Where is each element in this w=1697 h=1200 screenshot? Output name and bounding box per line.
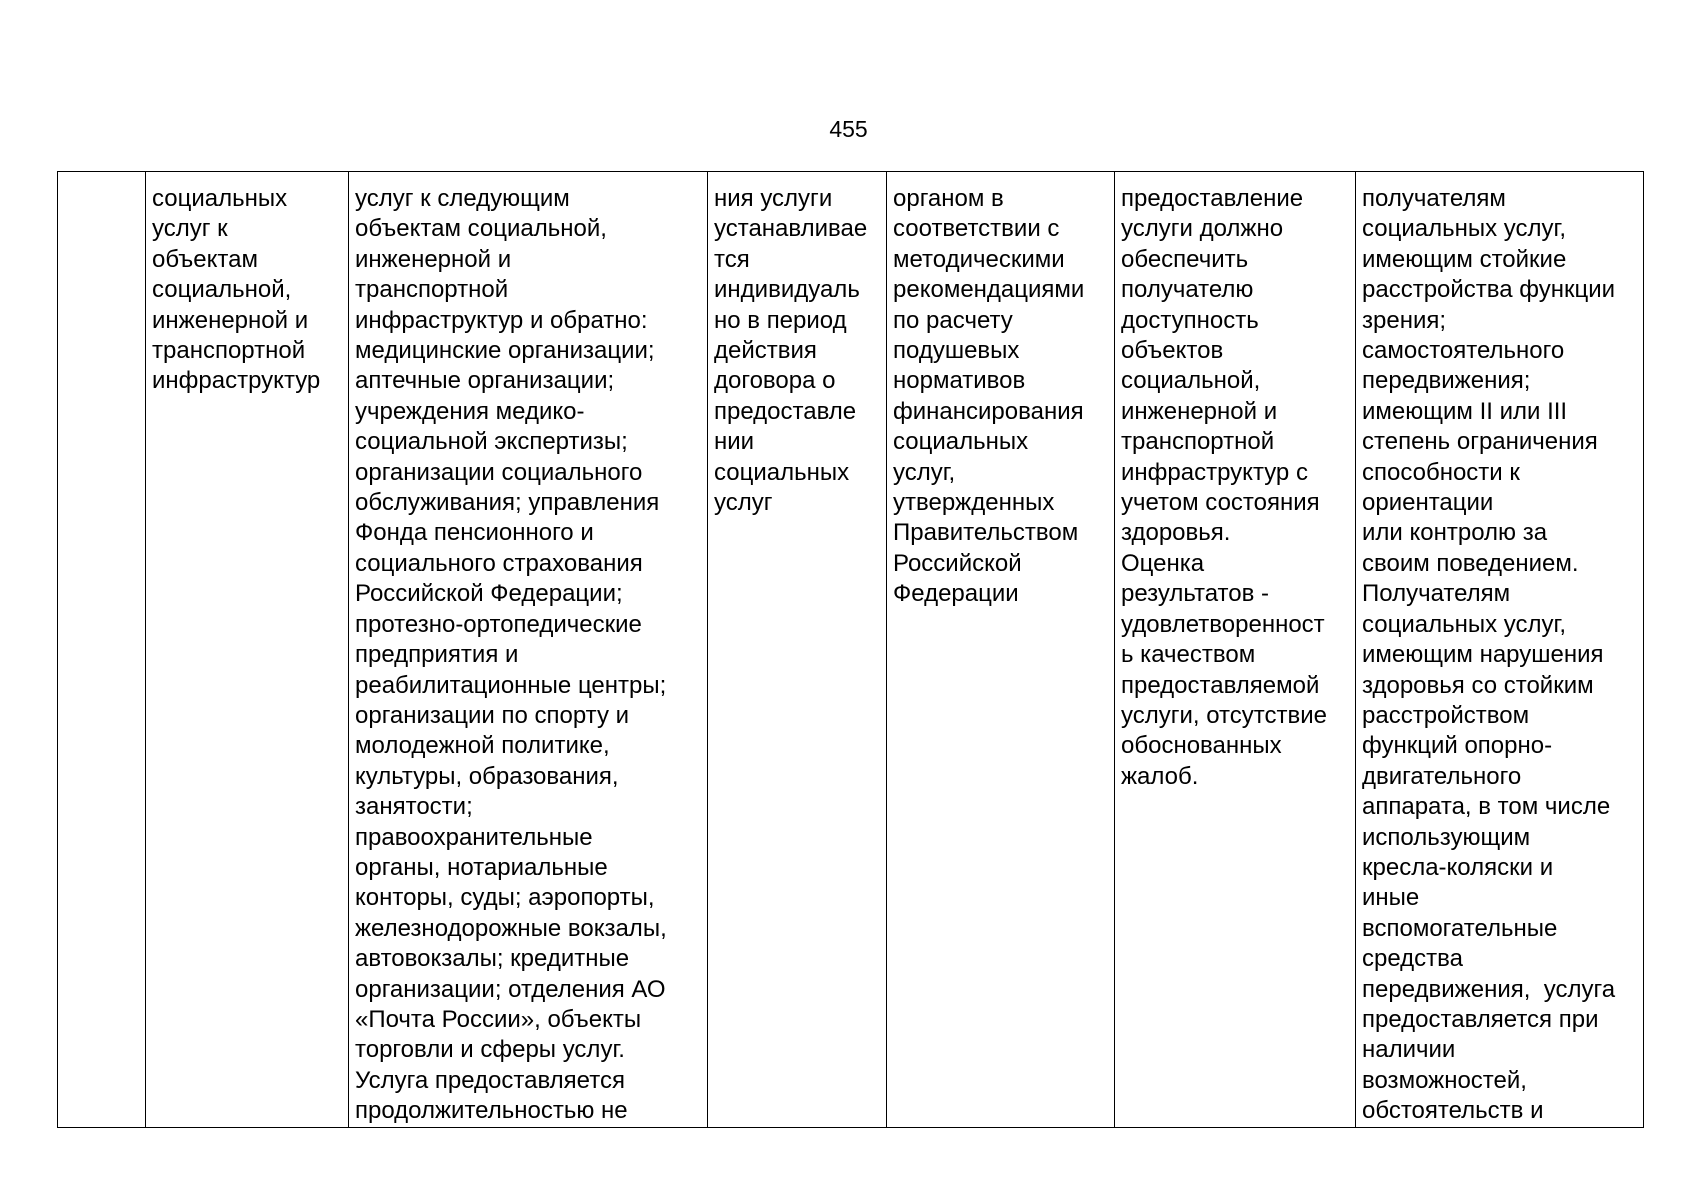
cell-text: предоставление услуги должно обеспечить получателю доступность объектов социальной, инженерной и транспортной инфраструктур с учетом состояния здоровья. Оценка результатов - удовлетворенност ь качеством предоставляемой услуги, отсутствие обоснованных жалоб. xyxy=(1121,185,1327,790)
table-cell-number xyxy=(58,172,146,1128)
table-row xyxy=(58,172,1644,1128)
page-number: 455 xyxy=(829,116,868,142)
services-table xyxy=(57,171,1644,1128)
cell-text: социальных услуг к объектам социальной, инженерной и транспортной инфраструктур xyxy=(152,185,321,395)
table-cell-service-name xyxy=(146,172,349,1128)
table-cell-service-term xyxy=(708,172,887,1128)
cell-text: получателям социальных услуг, имеющим стойкие расстройства функции зрения; самостоятельного передвижения; имеющим II или III степень ограничения способности к ориентации или контролю за своим поведением. Получателям социальных услуг, имеющим нарушения здоровья со стойким расстройством функций опорно- двигательного аппарата, в том числе использующим кресла-коляски и иные вспомогательные средства передвижения, услуга предоставляется при наличии возможностей, обстоятельств и xyxy=(1362,185,1616,1125)
table-cell-service-tariff xyxy=(887,172,1115,1128)
table-cell-conditions xyxy=(1356,172,1644,1128)
cell-text: услуг к следующим объектам социальной, инженерной и транспортной инфраструктур и обратно: медицинские организации; аптечные организации; учреждения медико- социальной экспертизы; организации социального обслуживания; управления Фонда пенсионного и социального страхования Российской Федерации; протезно-ортопедические предприятия и реабилитационные центры; организации по спорту и молодежной политике, культуры, образования, занятости; правоохранительные органы, нотариальные конторы, суды; аэропорты, железнодорожные вокзалы, автовокзалы; кредитные организации; отделения АО «Почта России», объекты торговли и сферы услуг. Услуга предоставляется продолжительностью не xyxy=(355,185,667,1125)
table-cell-quality-indicators xyxy=(1115,172,1356,1128)
cell-text: органом в соответствии с методическими рекомендациями по расчету подушевых нормативов финансирования социальных услуг, утвержденных Правительством Российской Федерации xyxy=(893,185,1085,608)
table-cell-service-description xyxy=(349,172,708,1128)
cell-text: ния услуги устанавливае тся индивидуаль но в период действия договора о предоставле нии социальных услуг xyxy=(714,185,868,517)
